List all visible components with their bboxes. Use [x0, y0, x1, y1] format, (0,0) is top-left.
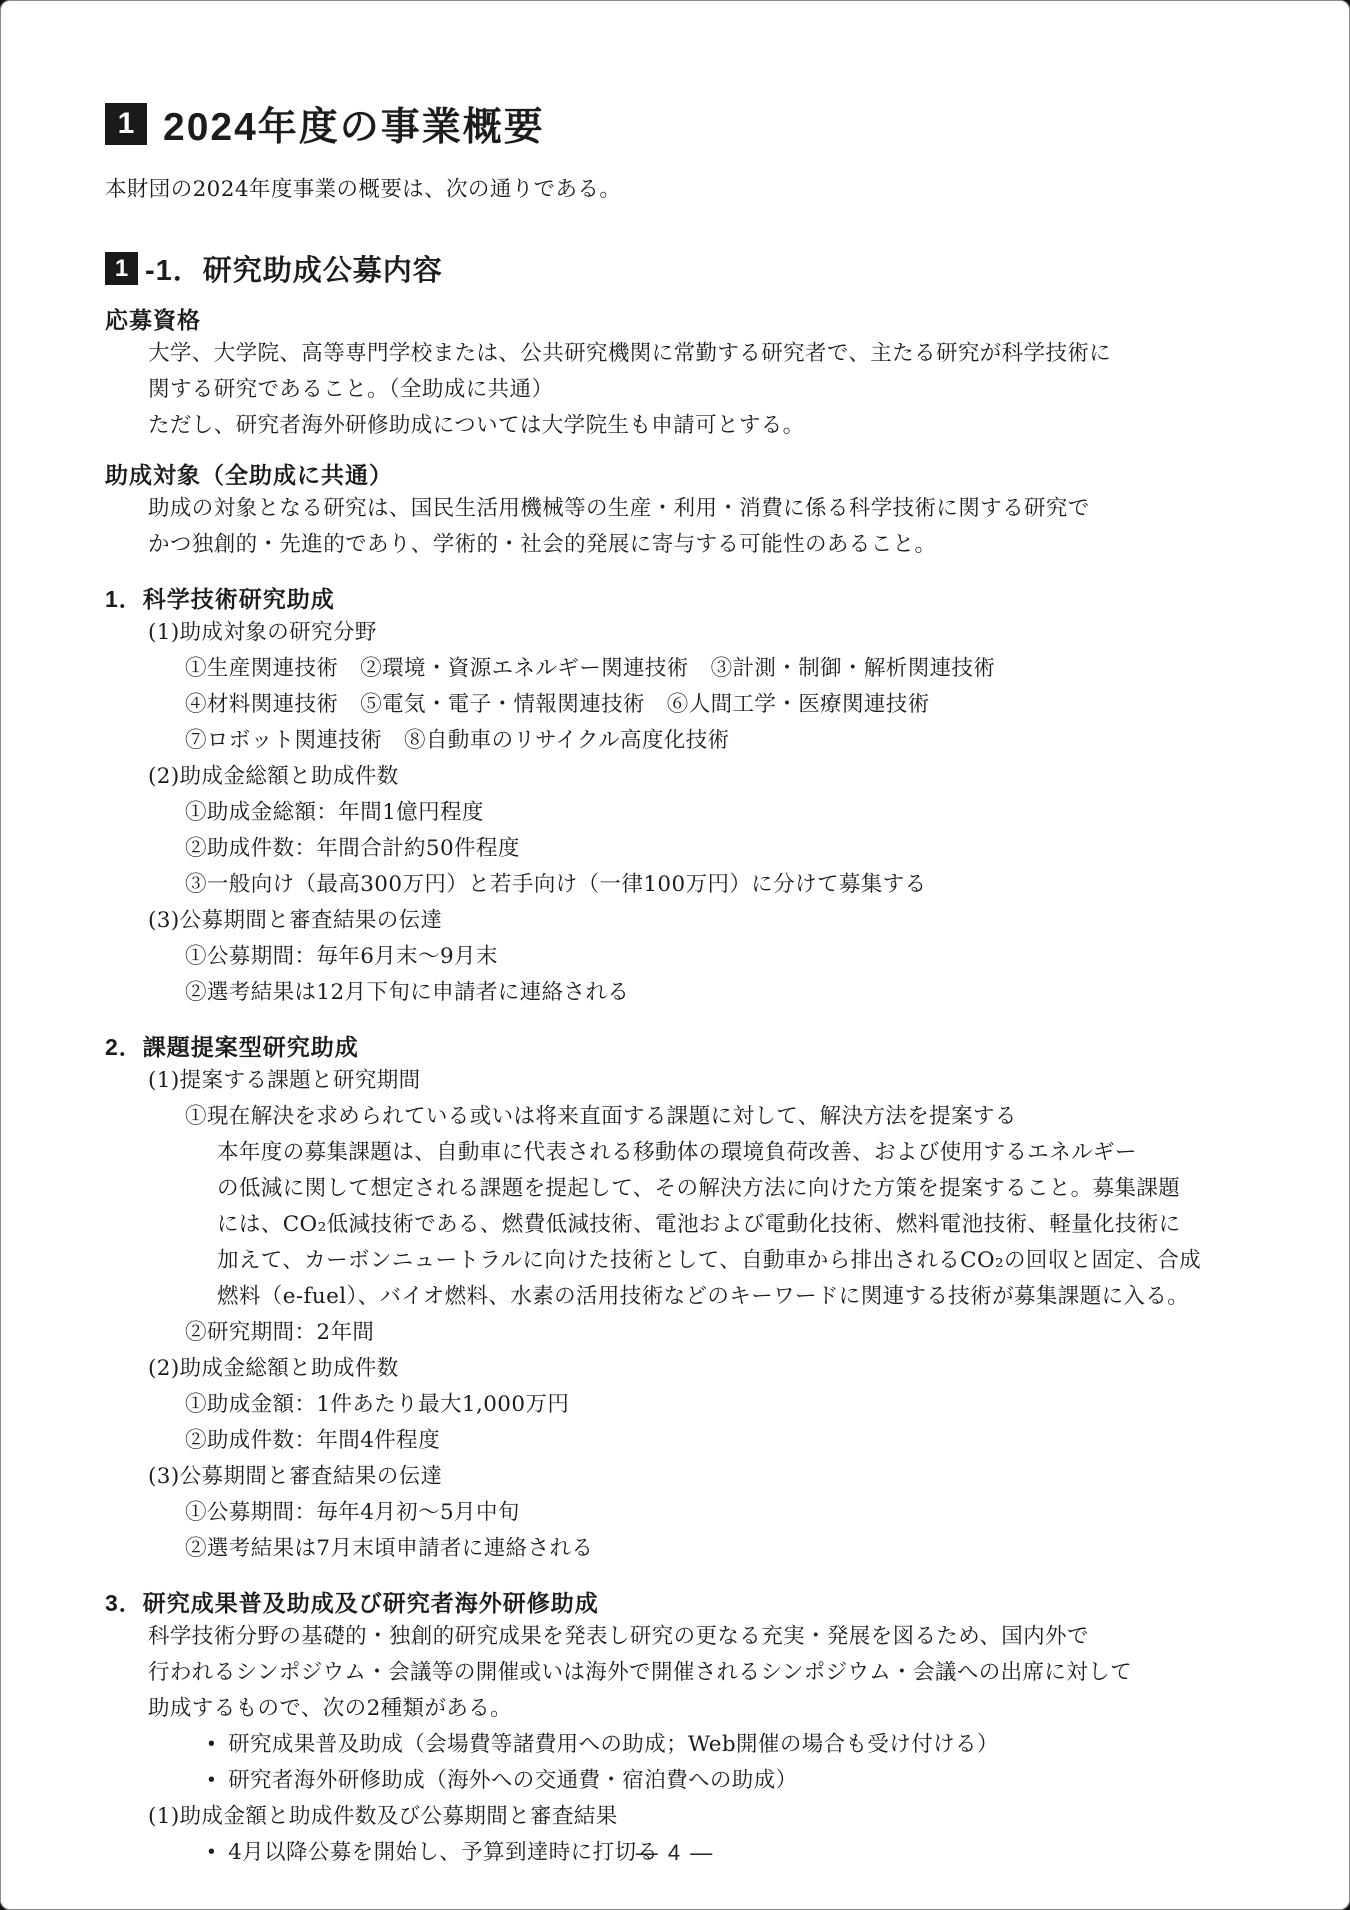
section-title: -1．研究助成公募内容	[145, 255, 443, 287]
grant-target-heading: 助成対象（全助成に共通）	[105, 462, 393, 488]
program1-item3-heading: (3)公募期間と審査結果の伝達	[148, 908, 443, 933]
chapter-heading	[105, 96, 1245, 152]
program2-item2-line: ①助成金額：1件あたり最大1,000万円	[185, 1392, 570, 1417]
program2-paragraph-line: 本年度の募集課題は、自動車に代表される移動体の環境負荷改善、および使用するエネルギー	[217, 1140, 1137, 1165]
program2-heading: 2．課題提案型研究助成	[105, 1034, 359, 1060]
program2-paragraph-line: 加えて、カーボンニュートラルに向けた技術として、自動車から排出されるCO₂の回収と固定、合成	[217, 1248, 1202, 1273]
program3-bullet-item	[205, 1763, 1245, 1799]
program1-field-line: ⑦ロボット関連技術 ⑧自動車のリサイクル高度化技術	[185, 728, 730, 753]
program1-item2-line: ②助成件数：年間合計約50件程度	[185, 836, 520, 861]
program2-item2-heading: (2)助成金総額と助成件数	[148, 1356, 399, 1381]
program2-item3-heading: (3)公募期間と審査結果の伝達	[148, 1464, 443, 1489]
program3-bullet-text: 研究者海外研修助成（海外への交通費・宿泊費への助成）	[228, 1768, 798, 1793]
program2-paragraph-line: には、CO₂低減技術である、燃費低減技術、電池および電動化技術、燃料電池技術、軽量化技術に	[217, 1212, 1181, 1237]
program2-item2-line: ②助成件数：年間4件程度	[185, 1428, 440, 1453]
program1-field-line: ①生産関連技術 ②環境・資源エネルギー関連技術 ③計測・制御・解析関連技術	[185, 656, 996, 681]
page-number: — 4 —	[635, 1840, 715, 1865]
program1-heading: 1．科学技術研究助成	[105, 586, 335, 612]
program3-intro-line: 行われるシンポジウム・会議等の開催或いは海外で開催されるシンポジウム・会議への出席に対して	[148, 1660, 1132, 1685]
program1-item2-line: ③一般向け（最高300万円）と若手向け（一律100万円）に分けて募集する	[185, 872, 927, 897]
program1-item2-line: ①助成金総額：年間1億円程度	[185, 800, 484, 825]
program2-item3-line: ②選考結果は7月末頃申請者に連絡される	[185, 1536, 594, 1561]
chapter-number-box: 1	[105, 103, 147, 145]
program1-item2-heading: (2)助成金総額と助成件数	[148, 764, 399, 789]
program2-item1-heading: (1)提案する課題と研究期間	[148, 1068, 421, 1093]
section-number-box: 1	[105, 252, 138, 285]
program3-bullet-text: 4月以降公募を開始し、予算到達時に打切る	[228, 1840, 659, 1865]
eligibility-line: 大学、大学院、高等専門学校または、公共研究機関に常勤する研究者で、主たる研究が科学技術に	[148, 341, 1112, 366]
eligibility-heading: 応募資格	[105, 307, 201, 333]
program3-bullet-text: 研究成果普及助成（会場費等諸費用への助成；Web開催の場合も受け付ける）	[228, 1732, 999, 1757]
program1-item3-line: ②選考結果は12月下旬に申請者に連絡される	[185, 980, 630, 1005]
program3-item1-heading: (1)助成金額と助成件数及び公募期間と審査結果	[148, 1804, 618, 1829]
program1-item3-line: ①公募期間：毎年6月末～9月末	[185, 944, 498, 969]
program3-heading: 3．研究成果普及助成及び研究者海外研修助成	[105, 1590, 599, 1616]
program3-bullet-item	[205, 1727, 1245, 1763]
eligibility-line: 関する研究であること。（全助成に共通）	[148, 377, 554, 402]
program2-item1-tail: ②研究期間：2年間	[185, 1320, 375, 1345]
program3-intro-line: 助成するもので、次の2種類がある。	[148, 1696, 513, 1721]
bullet-icon: •	[205, 1769, 218, 1792]
program2-item1-intro: ①現在解決を求められている或いは将来直面する課題に対して、解決方法を提案する	[185, 1104, 1017, 1129]
chapter-intro: 本財団の2024年度事業の概要は、次の通りである。	[105, 177, 622, 202]
program3-intro-line: 科学技術分野の基礎的・独創的研究成果を発表し研究の更なる充実・発展を図るため、国内外で	[148, 1624, 1089, 1649]
program2-paragraph-line: 燃料（e-fuel）、バイオ燃料、水素の活用技術などのキーワードに関連する技術が募集課題に入る。	[217, 1284, 1190, 1309]
program1-field-line: ④材料関連技術 ⑤電気・電子・情報関連技術 ⑥人間工学・医療関連技術	[185, 692, 930, 717]
bullet-icon: •	[205, 1841, 218, 1864]
bullet-icon: •	[205, 1733, 218, 1756]
program2-item3-line: ①公募期間：毎年4月初～5月中旬	[185, 1500, 520, 1525]
eligibility-line: ただし、研究者海外研修助成については大学院生も申請可とする。	[148, 413, 805, 438]
program1-item1-heading: (1)助成対象の研究分野	[148, 620, 377, 645]
grant-target-line: かつ独創的・先進的であり、学術的・社会的発展に寄与する可能性のあること。	[148, 532, 937, 557]
section-heading	[105, 248, 1245, 289]
program2-paragraph-line: の低減に関して想定される課題を提起して、その解決方法に向けた方策を提案すること。募集課題	[217, 1176, 1181, 1201]
grant-target-line: 助成の対象となる研究は、国民生活用機械等の生産・利用・消費に係る科学技術に関する研究で	[148, 496, 1090, 521]
chapter-title: 2024年度の事業概要	[163, 106, 545, 149]
